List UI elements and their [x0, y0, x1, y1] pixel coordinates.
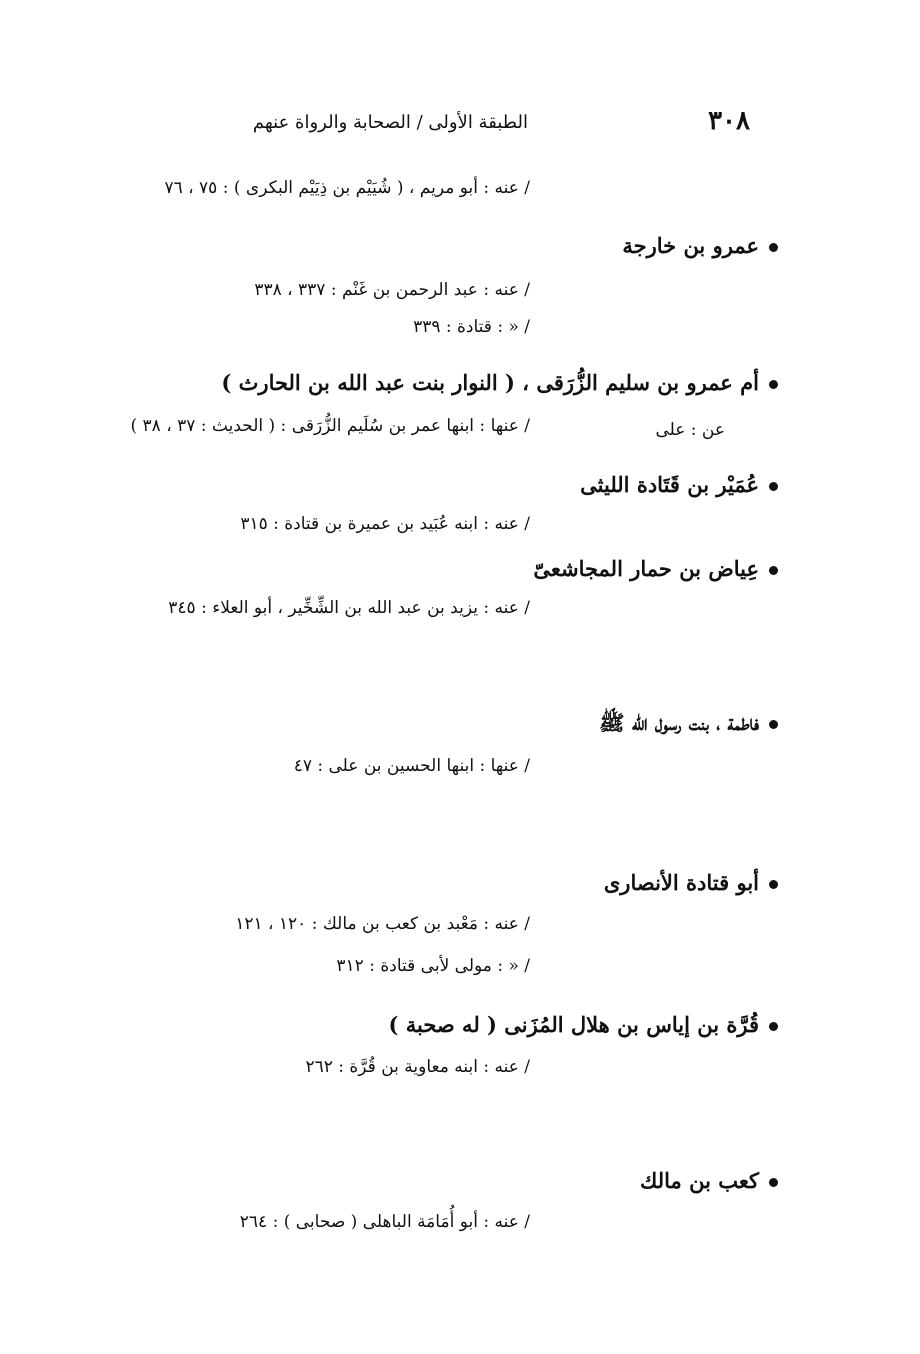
entry-heading: قُرَّة بن إياس بن هلال المُزَنى ( له صحبة ): [389, 1012, 778, 1037]
bullet-icon: [769, 482, 778, 491]
narrator-line: / عنه : عبد الرحمن بن غَنْم : ٣٣٧ ، ٣٣٨: [254, 280, 530, 300]
page-number: ٣٠٨: [708, 106, 750, 136]
narrator-line: / عنه : أبو أُمَامَة الباهلى ( صحابى ) : ٢٦٤: [239, 1212, 530, 1232]
bullet-icon: [769, 1022, 778, 1031]
narrator-line: / عنها : ابنها الحسين بن على : ٤٧: [293, 756, 530, 776]
entry-heading: فاطمة ، بنت رسول الله ﷺ: [599, 710, 778, 741]
bullet-icon: [769, 380, 778, 389]
bullet-icon: [769, 880, 778, 889]
entry-heading: كعب بن مالك: [640, 1168, 778, 1193]
narrator-line: / عنه : ابنه معاوية بن قُرَّة : ٢٦٢: [305, 1057, 530, 1077]
entry-heading: أبو قتادة الأنصارى: [604, 870, 778, 895]
narrator-line: / عنه : ابنه عُبَيد بن عميرة بن قتادة : ٣١٥: [240, 514, 530, 534]
bullet-icon: [769, 566, 778, 575]
narrator-line: / عنه : أبو مريم ، ( شُيَيْم بن ذِيَيْم البكرى ) : ٧٥ ، ٧٦: [164, 178, 530, 198]
narrator-line: / عنه : مَعْبد بن كعب بن مالك : ١٢٠ ، ١٢١: [235, 914, 530, 934]
narrator-line: / عنها : ابنها عمر بن سُلَيم الزُّرَقى : ( الحديث : ٣٧ ، ٣٨ ): [130, 416, 530, 436]
transmits-from-note: عن : على: [655, 420, 725, 440]
bullet-icon: [769, 720, 778, 729]
running-head: الطبقة الأولى / الصحابة والرواة عنهم: [252, 112, 528, 133]
bullet-icon: [769, 243, 778, 252]
entry-heading: عُمَيْر بن قَتَادة الليثى: [580, 472, 778, 497]
narrator-line: / « : قتادة : ٣٣٩: [413, 317, 530, 337]
bullet-icon: [769, 1178, 778, 1187]
narrator-line: / « : مولى لأبى قتادة : ٣١٢: [336, 956, 530, 976]
entry-heading: عِياض بن حمار المجاشعىّ: [533, 556, 778, 581]
narrator-line: / عنه : يزيد بن عبد الله بن الشِّخِّير ، أبو العلاء : ٣٤٥: [168, 598, 530, 618]
entry-heading: أم عمرو بن سليم الزُّرَقى ، ( النوار بنت عبد الله بن الحارث ): [221, 370, 778, 395]
entry-heading: عمرو بن خارجة: [622, 233, 778, 258]
